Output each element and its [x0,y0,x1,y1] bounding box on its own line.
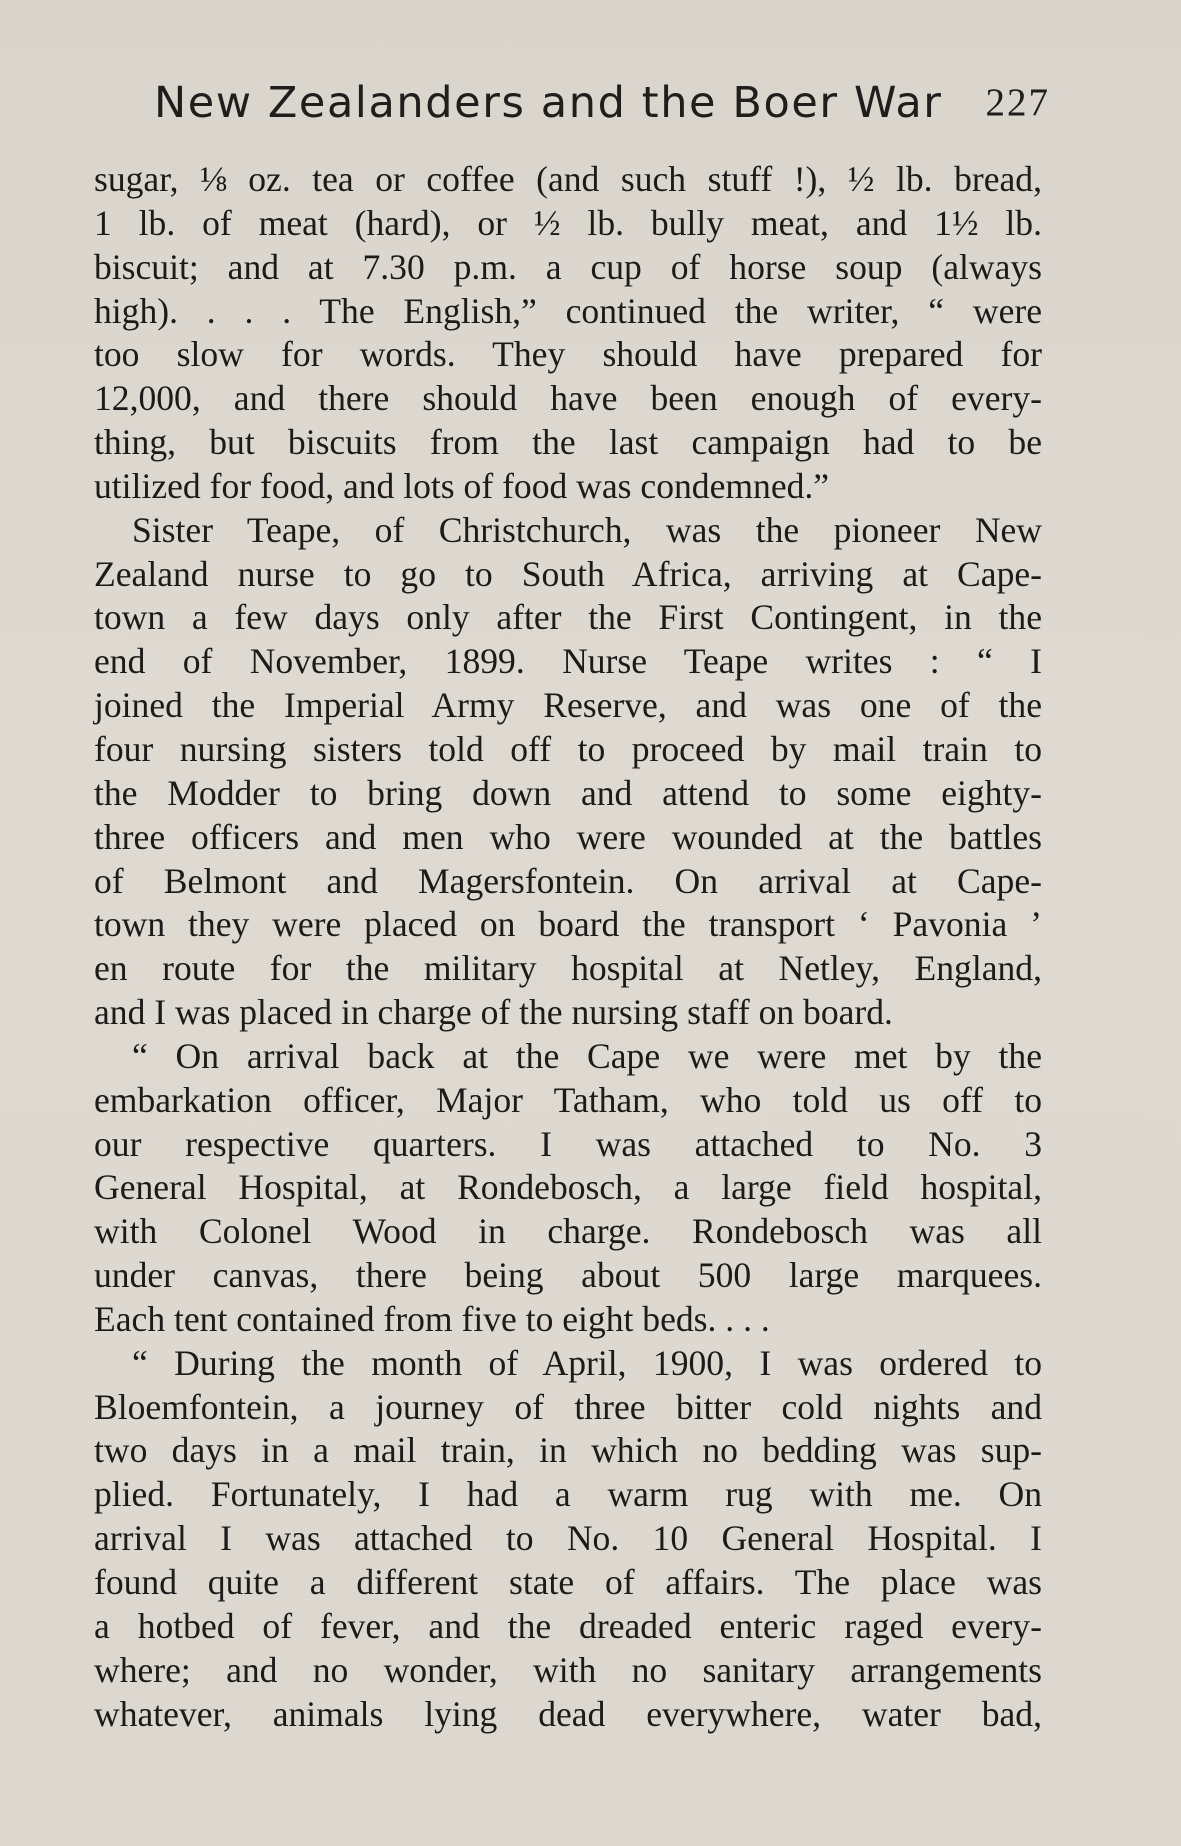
text-line: Zealand nurse to go to South Africa, arriving at Cape- [94,553,1042,594]
text-line: the Modder to bring down and attend to some eighty- [94,772,1042,813]
text-line: our respective quarters. I was attached to No. 3 [94,1123,1042,1164]
text-line: under canvas, there being about 500 large marquees. [94,1255,1042,1296]
text-line: en route for the military hospital at Netley, England, [94,948,1042,989]
text-line: General Hospital, at Rondebosch, a large field hospital, [94,1167,1042,1208]
text-line: “ On arrival back at the Cape we were met by the [132,1035,1042,1076]
text-line: utilized for food, and lots of food was condemned.” [94,465,830,506]
text-line: 1 lb. of meat (hard), or ½ lb. bully meat, and 1½ lb. [94,202,1042,243]
text-line: a hotbed of fever, and the dreaded enteric raged every- [94,1605,1042,1646]
text-line: sugar, ⅛ oz. tea or coffee (and such stuff !), ½ lb. bread, [94,159,1042,199]
text-line: two days in a mail train, in which no bedding was sup- [94,1430,1042,1471]
text-line: embarkation officer, Major Tatham, who told us off to [94,1079,1042,1120]
text-line: where; and no wonder, with no sanitary arrangements [94,1649,1042,1690]
text-line: and I was placed in charge of the nursing staff on board. [94,992,893,1033]
text-line: “ During the month of April, 1900, I was ordered to [132,1342,1042,1383]
page-number: 227 [985,81,1050,124]
text-line: Bloemfontein, a journey of three bitter cold nights and [94,1386,1042,1427]
text-line: Each tent contained from five to eight beds. . . . [94,1298,770,1339]
text-line: town a few days only after the First Contingent, in the [94,597,1042,638]
text-line: four nursing sisters told off to proceed by mail train to [94,728,1042,769]
text-line: too slow for words. They should have prepared for [94,334,1042,375]
text-line: 12,000, and there should have been enough of every- [94,378,1042,419]
text-line: end of November, 1899. Nurse Teape writes : “ I [94,641,1042,682]
text-line: thing, but biscuits from the last campaign had to be [94,422,1042,463]
text-line: found quite a different state of affairs. The place was [94,1562,1042,1602]
text-line: with Colonel Wood in charge. Rondebosch was all [94,1211,1042,1252]
text-line: plied. Fortunately, I had a warm rug with me. On [94,1474,1042,1515]
text-line: three officers and men who were wounded at the battles [94,816,1042,857]
running-title: New Zealanders and the Boer War [154,78,943,128]
text-line: town they were placed on board the transport ‘ Pavonia ’ [94,904,1042,945]
running-header [152,78,1050,138]
text-line: arrival I was attached to No. 10 General Hospital. I [94,1518,1042,1559]
text-line: high). . . . The English,” continued the writer, “ were [94,290,1042,331]
text-line: joined the Imperial Army Reserve, and was one of the [94,685,1042,726]
text-line: of Belmont and Magersfontein. On arrival at Cape- [94,860,1042,901]
text-line: biscuit; and at 7.30 p.m. a cup of horse soup (always [94,246,1042,287]
body-text [94,158,1042,1736]
text-line: Sister Teape, of Christchurch, was the pioneer New [132,509,1042,550]
text-line: whatever, animals lying dead everywhere, water bad, [94,1693,1042,1734]
